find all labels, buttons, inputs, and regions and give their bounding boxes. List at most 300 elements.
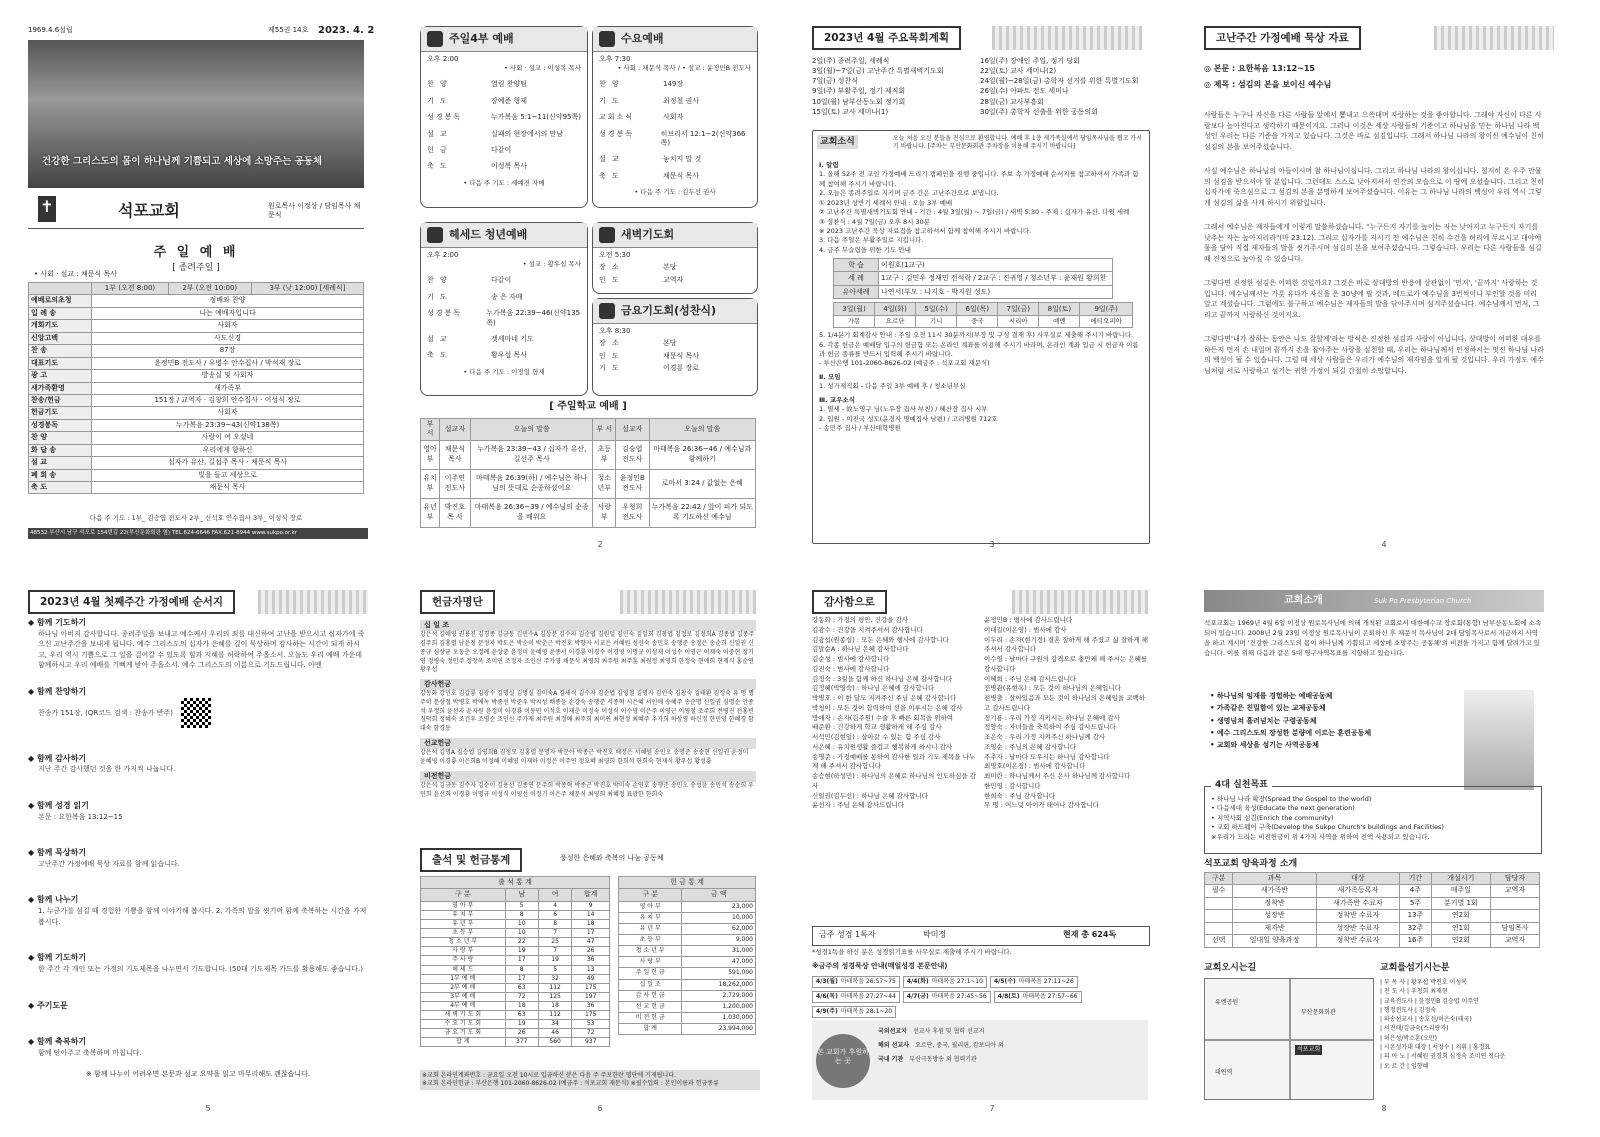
- worship-order-table: [28, 282, 364, 494]
- att-header: 합계: [572, 889, 610, 901]
- off-cell: 47,000: [682, 957, 756, 968]
- item-value: 누가복음 22:39~46(신약135쪽): [486, 309, 581, 327]
- practice-item: ※우리가 드리는 비전헌금이 위 4가지 사역을 위하여 전액 사용되고 있습니다.: [1211, 832, 1430, 841]
- course-cell: 새가족반: [1233, 885, 1316, 897]
- item-key: 기 도: [427, 96, 449, 105]
- map-label-station: 대연역: [1215, 1069, 1233, 1076]
- school-cell: 유치부: [421, 469, 440, 498]
- footer-address: 48532 부산시 남구 석포로 154번길 22(부산문화회관 옆) TEL.624-6646 FAX.621-8944 www.sukpo.or.kr: [28, 528, 368, 539]
- course-cell: 16주: [1400, 935, 1432, 947]
- service-item: [599, 172, 751, 181]
- service-box: [420, 222, 588, 396]
- att-cell: 주 사 랑: [421, 956, 506, 965]
- med-date: 4/5(수): [993, 978, 1016, 985]
- off-title: 헌 금 통 계: [619, 877, 756, 889]
- server-item: | 피 아 노 | 서혜원 권경희 심정숙 조미연 정다운: [1380, 1053, 1506, 1061]
- step-heading: ◆ 함께 감사하기: [28, 753, 87, 763]
- service-header: [421, 223, 587, 248]
- service-item: [427, 146, 581, 155]
- service-item: [427, 276, 581, 285]
- att-cell: 3부 예 배: [421, 992, 506, 1001]
- item-key: 장 소: [599, 263, 621, 272]
- meeting-item: 1. 성가제직회 - 다음 주일 3부 예배 후 / 청소년부실: [819, 382, 966, 391]
- step-body: 본문 : 요한복음 13:12~15: [38, 812, 123, 821]
- att-cell: 560: [538, 1038, 571, 1047]
- page-4: [1204, 26, 1564, 551]
- att-cell: 14: [572, 910, 610, 919]
- plan-item: 10일(월) 남부산동노회 정기회: [812, 97, 906, 106]
- member-news-item: 2. 입원 - 이진국 성도(윤정자 명예집사 남편) / 고려병원 712호: [819, 414, 998, 423]
- news-intro: 오늘 처음 오신 분들을 진심으로 환영합니다. 예배 후 1층 새가족실에서 담임목사님을 뵙고 가시기 바랍니다. [주차는 부산문화회관 주차장을 이용해 주시기 바랍니다]: [893, 135, 1142, 151]
- service-title: 주일4부 예배: [449, 32, 514, 45]
- course-cell: [1205, 910, 1233, 922]
- att-cell: 937: [572, 1038, 610, 1047]
- flower-decoration-icon: [258, 590, 368, 614]
- map-label-park: 유엔공원: [1215, 999, 1239, 1006]
- school-cell: 마태복음 26:36~39 / 예수님의 순종을 배워요: [470, 498, 593, 527]
- att-cell: 63: [505, 1011, 538, 1020]
- thanks-item: 김정숙 : 3월을 함께 하신 하나님 은혜 감사합니다: [812, 674, 953, 683]
- page-1: [28, 26, 388, 551]
- school-cell: 윤정민B 전도사: [616, 469, 650, 498]
- member-news-item: - 송민주 집사 / 부산대학병원: [819, 424, 901, 432]
- school-header: 부 서: [421, 419, 440, 441]
- off-cell: 31,000: [682, 946, 756, 957]
- att-cell: 26: [572, 947, 610, 956]
- att-cell: 197: [572, 992, 610, 1001]
- service-leader: • 사회 · 설교 : 이성복 목사: [504, 64, 581, 73]
- qr-code-icon: [181, 698, 211, 728]
- worship-step: [28, 754, 368, 775]
- course-cell: 선택: [1205, 935, 1233, 947]
- item-value: 히브리서 12:1~2(신약366쪽): [660, 129, 746, 147]
- att-cell: 6: [538, 910, 571, 919]
- meditation-day: [994, 991, 1082, 1003]
- meditation-day: [903, 991, 991, 1003]
- service-title: 수요예배: [621, 32, 664, 45]
- school-row: [421, 440, 756, 469]
- offering-names: 강은석 김애영 권용진 김경종 김금동 김민수A 김상분 김수자 김순엽 김원일 김인숙 김일희 김창엽 김정로 김정희A 김종엽 김종주 김주희 김홍렬 남윤정 문정자 박도은 박순이 박춘근 박진호 박향자 서교은 서혜원 성선숙 송민호 송행준 송정은 송순희 신일권 신종규 심상균 오동춘 오정례 윤상중 윤정미 윤혜영 윤종서 이경룡 이경수 이경영 이명규 이성재 이성수 이영근 이재숙 이중현 정기영 정병숙 정민주 정장옥 조미연 조정자 조인신 주가영 채문식 최영희 최주원 최주훈 최원정 최영희 한정숙 현애희 현재식 홍순연 황우섭: [420, 631, 755, 674]
- thanks-item: 서은혜 : 유치원생활 즐겁고 행복하게 하시니 감사: [812, 742, 953, 751]
- item-key: 찬 양: [427, 276, 449, 285]
- service-item: [427, 130, 581, 139]
- item-value: 이성복 목사: [491, 162, 528, 171]
- page-number: 6: [597, 1104, 603, 1114]
- med-text: 마태복음 27:57~66: [1022, 993, 1078, 1001]
- meditation-day: [812, 991, 900, 1003]
- step-heading: ◆ 함께 기도하기: [28, 618, 87, 627]
- order-row: [29, 357, 364, 369]
- att-cell: 9: [572, 901, 610, 910]
- service-body: [427, 55, 581, 188]
- intro-text: 석포교회는 1969년 4월 6일 이정상 원로목사님에 의해 개척된 교회로서 대한예수교 장로회(통합) 남부산동노회에 소속되어 있습니다. 2008년 2월 23일 이정상 원로목사님이 은퇴하신 후 채문식 목사님이 2대 담임목사로서 지금까지 사역을 하고 계시며 '건강한 그리스도의 몸이 하나님께 기쁨되고 세상에 소망주는 공동체'의 비전을 가지고 함께 달려가고 있습니다. 이를 위해 다음과 같은 5대 영구사역목표를 지향하고 있습니다.: [1204, 619, 1542, 658]
- service-time: 오전 5:30: [599, 251, 631, 259]
- med-text: 마태복음 26:57~75: [840, 978, 896, 985]
- offering-category: 십 일 조: [420, 620, 756, 631]
- next-prayer: • 다음 주 기도 : 이정일 형제: [463, 367, 545, 376]
- item-key: 기 도: [427, 292, 449, 301]
- school-row: [421, 469, 756, 498]
- off-row: [619, 901, 756, 912]
- mission-desc: 선교사 후원 및 협력 선교지: [912, 1028, 985, 1035]
- offering-note: ※교회 온라인헌금 : 부산은행 101-2060-8626-02 (예금주 : 석포교회 재문식) ※필수입력 : 본인이름과 헌금종류: [422, 1080, 719, 1088]
- bible-read-name: 박미정: [923, 930, 947, 939]
- att-cell: 사 랑 부: [421, 947, 506, 956]
- meditation-day: [812, 1006, 896, 1018]
- step-body: 함께 안아주고 축복하며 마칩니다.: [38, 1049, 142, 1058]
- att-cell: 72: [572, 1029, 610, 1038]
- item-key: 찬 양: [427, 80, 449, 89]
- school-cell: 마태복음 26:39(하) / 예수님은 하나님의 뜻대로 순종하셨어요: [470, 469, 593, 498]
- thanks-item: 정양숙 : 자녀들을 축복하여 주심 감사드립니다: [984, 723, 1116, 732]
- att-cell: 17: [505, 974, 538, 983]
- order-value: 사도신경: [92, 332, 364, 344]
- baptism-names: 1교구 : 김민우 정재민 전석락 / 2교구 : 진귀영 / 청소년부 : 윤재원 황희찬: [879, 272, 1113, 285]
- meditation-paragraph: 사실 예수님은 하나님의 아들이시며 참 하나님이십니다. 그리고 하나님 나라의 왕이십니다. 철저히 온 우주 만물의 섬김을 받으셔야 할 분입니다. 그런데도 스스로 낮아지셔서 인간의 모습으로 이 땅에 오셨습니다. 그리고 친히 십자가에 죽으심으로 그 섬김의 본을 분명하게 보여주셨습니다. 이유는 그 하나님 나라의 백성이 우리 역시 그렇게 섬김의 삶을 사게 하시기 위함입니다.: [1204, 167, 1544, 207]
- item-key: 인 도: [599, 351, 621, 360]
- thanks-item: 김순성 : 범사에 감사합니다: [812, 655, 890, 663]
- med-date: 4/6(목): [816, 993, 838, 1001]
- att-cell: 34: [538, 1020, 571, 1029]
- service-item: [599, 155, 751, 164]
- prayer-day: 5일(수): [916, 302, 957, 315]
- news-title: 교회소식: [817, 135, 858, 149]
- order-value: 87장: [92, 345, 364, 357]
- pastors: 원로목사 이정상 / 담임목사 채문식: [268, 202, 361, 220]
- order-label: 폐 회 송: [29, 469, 92, 481]
- practice-title: 4대 실천목표: [1211, 779, 1272, 791]
- mission-row: [878, 1042, 1142, 1050]
- thanks-item: 박청이 : 모든 것이 합력하여 선을 이루시는 은혜 감사: [812, 703, 963, 712]
- school-header: 설교자: [616, 419, 650, 441]
- att-cell: 수 요 기 도 회: [421, 1020, 506, 1029]
- att-row: [421, 965, 610, 974]
- item-key: 축 도: [427, 162, 449, 171]
- service-body: [599, 55, 751, 197]
- med-date: 4/8(토): [997, 993, 1020, 1001]
- cross-logo-icon: ✝: [38, 196, 56, 222]
- school-cell: 영아부: [421, 440, 440, 469]
- step-body: 지난 주간 감사했던 것을 한 가지씩 나눕니다.: [38, 765, 176, 774]
- att-cell: 유 치 부: [421, 910, 506, 919]
- notice-item: ① 2023년 상반기 세례식 안내 : 오늘 3부 예배: [819, 198, 953, 207]
- course-row: [1205, 885, 1540, 897]
- course-header: 담당자: [1490, 873, 1539, 885]
- church-name: 석포교회: [118, 201, 180, 220]
- item-key: 축 도: [427, 351, 449, 360]
- item-value: 채문식 목사: [663, 351, 700, 360]
- thanks-item: 이혜희 : 주님 은혜 감사드립니다: [984, 674, 1077, 683]
- att-cell: 새 벽 기 도 회: [421, 1011, 506, 1020]
- service-header: [421, 27, 587, 52]
- page-number: 7: [989, 1104, 995, 1114]
- order-value: 방송실 및 사회자: [92, 370, 364, 382]
- item-key: 성경봉독: [599, 129, 635, 138]
- off-cell: 유 치 부: [619, 912, 682, 923]
- map-church-label: 석포교회: [1295, 1045, 1322, 1055]
- service-leader: • 설교 : 황우섭 목사: [522, 260, 581, 269]
- prayer-country: 에티오피아: [1080, 315, 1133, 327]
- order-row: [29, 394, 364, 406]
- thanks-item: 한민영 : 감사합니다: [984, 781, 1041, 790]
- prayer-day: 4일(화): [875, 302, 916, 315]
- motto: 건강한 그리스도의 몸이 하나님께 기쁨되고 세상에 소망주는 공동체: [42, 156, 323, 167]
- off-cell: 9,000: [682, 935, 756, 946]
- att-cell: 377: [505, 1038, 538, 1047]
- order-value: 빛을 들고 세상으로: [92, 469, 364, 481]
- service-item: [427, 80, 581, 89]
- baptism-row: [834, 259, 1113, 272]
- off-row: [619, 912, 756, 923]
- att-cell: 175: [572, 1011, 610, 1020]
- order-row: [29, 419, 364, 431]
- server-item: | 행정전도사 | 김정숙: [1380, 1006, 1437, 1014]
- practice-item: • 교회 하드웨어 구축(Develop the Sukpo Church's buildings and Facilities): [1211, 823, 1444, 832]
- item-key: 찬 양: [599, 80, 621, 89]
- practice-item: • 다음세대 육성(Educate the next generation): [1211, 804, 1355, 813]
- thanks-item: 최미란 : 하나님께서 주신 은사 하나님께 감사합니다: [984, 772, 1131, 780]
- att-cell: 46: [538, 1029, 571, 1038]
- course-table: [1204, 872, 1540, 948]
- prayer-country: 시리아: [998, 315, 1039, 327]
- thanks-item: 김진숙 : 범사에 감사합니다: [812, 664, 890, 673]
- att-row: [421, 1020, 610, 1029]
- prayer-country-table: [833, 302, 1133, 329]
- notice-item: ※ 2023 고난주간 묵상 자료집을 참고하셔서 함께 참여해 주시기 바랍니다.: [819, 226, 1032, 235]
- service-title: 새벽기도회: [621, 228, 675, 241]
- off-cell: 사 랑 부: [619, 957, 682, 968]
- step-heading: ◆ 함께 축복하기: [28, 1037, 87, 1047]
- att-cell: 36: [572, 1001, 610, 1010]
- step-body: 찬송가 151장, (QR코드 검색 : 찬송가 반주): [28, 698, 368, 728]
- course-header: 과목: [1233, 873, 1316, 885]
- item-key: 교회소식: [599, 113, 635, 122]
- course-row: [1205, 922, 1540, 934]
- baptism-names: 이원호(1교구): [879, 259, 1113, 272]
- flower-decoration-icon: [620, 590, 756, 614]
- church-building-image: [1464, 690, 1534, 790]
- church-map: [1204, 978, 1374, 1100]
- att-cell: 26: [505, 1029, 538, 1038]
- intro-english: Suk Po Presbyterian Church: [1374, 597, 1472, 605]
- off-cell: 영 아 부: [619, 901, 682, 912]
- off-cell: 청 소 년 부: [619, 946, 682, 957]
- goal-item: • 가족같은 친밀함이 있는 교제공동체: [1210, 704, 1326, 713]
- order-value: 사회자: [92, 320, 364, 332]
- course-cell: 13주: [1400, 910, 1432, 922]
- med-text: 마태복음 27:45~56: [931, 993, 987, 1001]
- goal-item: • 교회와 세상을 섬기는 사역공동체: [1210, 741, 1319, 749]
- offering-list-title: 헌금자명단: [420, 590, 495, 614]
- order-label: 입 례 송: [29, 307, 92, 319]
- service-header: [593, 299, 757, 324]
- att-cell: 13: [572, 965, 610, 974]
- att-cell: 175: [572, 983, 610, 992]
- school-cell: 누가복음 23:39~43 / 십자가 유산, 길선주 목사: [470, 440, 593, 469]
- page-number: 3: [989, 540, 995, 550]
- order-label: 찬 송: [29, 345, 92, 357]
- service-leader: • 사회 : 채문식 목사 / • 설교 : 윤정민B 전도사: [617, 64, 751, 73]
- att-cell: 8: [505, 910, 538, 919]
- att-cell: 49: [572, 974, 610, 983]
- mission-row: [878, 1056, 1142, 1064]
- notice-item: 3. 다음 주일은 부활주일로 지킵니다.: [819, 236, 924, 245]
- service-item: [599, 263, 751, 272]
- course-row: [1205, 897, 1540, 909]
- order-row: [29, 332, 364, 344]
- item-key: 설 교: [427, 334, 449, 343]
- off-row: [619, 1023, 756, 1034]
- course-cell: [1205, 922, 1233, 934]
- order-label: 찬 양: [29, 432, 92, 444]
- offering-names: 강동화 강민호 김갑룡 김광수 김명실 김명실 김미숙A 김세식 김수자 김순엽 김영철 김명자 김인숙 김창숙 김태환 김정숙 유 명 명주히 문상철 박병호 박에녹 박종선 박준우 박지성 배종윤 손강숙 송행준 서종혁 시은혜 서인애 송혜주 송순명 신일권 심명순 안종석 우정희 윤선자 윤자원 윤정미 이경룡 이동민 이석호 이재춘 이정숙 이성식 이수영 이은주 이영근 이영철 조주희 전병진 전홍빈 정덕희 정혜숙 조건우 조영순 조인신 주가재 최주원 최정애 최주희 최미연 최현정 최혜주 추가희 하상영 하신정 한민영 한혜경 함대숙 함경동: [420, 690, 755, 733]
- page-2: [420, 26, 780, 551]
- item-value: 본당: [663, 263, 677, 272]
- item-key: 장 소: [599, 339, 621, 348]
- news-box: [812, 130, 1150, 544]
- att-cell: 32: [538, 974, 571, 983]
- worship-leader: • 사회 · 설교 : 채문식 목사: [34, 270, 117, 278]
- off-cell: 유 년 부: [619, 924, 682, 935]
- worship-step: [28, 1001, 368, 1012]
- off-row: [619, 979, 756, 990]
- item-key: 설 교: [599, 155, 621, 164]
- item-key: 축 도: [599, 171, 621, 180]
- prayer-day: 9일(주): [1080, 302, 1133, 315]
- att-cell: 10: [505, 929, 538, 938]
- thanks-item: 김말순A : 하나님 은혜 감사합니다: [812, 645, 909, 654]
- service-box: [592, 298, 758, 396]
- order-row: [29, 432, 364, 444]
- service-item: [599, 364, 751, 373]
- worship-step: [28, 618, 368, 671]
- service-box: [592, 222, 758, 294]
- page-7: [812, 590, 1172, 1115]
- family-worship-title: 2023년 4월 첫째주간 가정예배 순서지: [28, 590, 235, 614]
- thanks-item: 전병관(유현옥) : 모든 것이 하나님의 은혜입니다: [984, 684, 1121, 693]
- med-date: 4/7(금): [906, 993, 929, 1001]
- thanks-item: 김광섭(원종섭) : 모든 은혜와 행사에 감사합니다: [812, 635, 949, 644]
- school-cell: 이주연 전도사: [439, 469, 470, 498]
- meditation-day: [990, 976, 1078, 988]
- baptism-type: 학 습: [834, 259, 879, 272]
- att-row: [421, 929, 610, 938]
- worship-step: [28, 895, 368, 927]
- baptism-names: 나연서(부모 : 나지호 · 박지원 성도): [879, 285, 1113, 298]
- support-badge: 본 교회가 후원하는 곳: [816, 1034, 870, 1088]
- course-cell: 연1회: [1431, 922, 1490, 934]
- course-cell: 일대일 양육과정: [1233, 935, 1316, 947]
- order-value: 사회자: [92, 407, 364, 419]
- off-header: 구 분: [619, 889, 682, 901]
- offering-category: 감사헌금: [420, 679, 756, 690]
- off-cell: 비 전 헌 금: [619, 1012, 682, 1023]
- service-item: [427, 113, 581, 122]
- course-cell: 정착반: [1233, 897, 1316, 909]
- attendance-table: [420, 876, 610, 1047]
- course-cell: 정착반 수료자: [1316, 910, 1399, 922]
- plan-item: 3일(월)~7일(금) 고난주간 특별새벽기도회: [812, 67, 944, 76]
- prayer-country: 중국: [957, 315, 998, 327]
- thanks-item: 주추자 : 날마다 도우시는 하나님 감사합니다: [984, 752, 1110, 761]
- course-cell: 새가족등록자: [1316, 885, 1399, 897]
- att-row: [421, 1038, 610, 1047]
- prayer-day: 8일(토): [1039, 302, 1080, 315]
- notice-item: 6. 각종 헌금은 예배당 입구의 헌금함 또는 온라인 계좌를 이용해 주시기 바라며, 온라인 계좌 입금 시 헌금자 이름과 헌금 종류를 반드시 입력해 주시기 바랍니다.: [819, 340, 1139, 359]
- course-cell: 4주: [1400, 885, 1432, 897]
- att-cell: 17: [505, 956, 538, 965]
- offering-category: 선교헌금: [420, 738, 756, 749]
- flower-decoration-icon: [992, 26, 1142, 50]
- thanks-item: 윤정민B : 범사에 감사드립니다: [984, 616, 1073, 624]
- med-text: 마태복음 28:1~20: [840, 1008, 893, 1016]
- off-cell: 십 일 조: [619, 979, 682, 990]
- thanks-item: 정기룡 : 우리 가정 지키시는 하나님 은혜에 감사: [984, 713, 1120, 722]
- school-title: [ 주일학교 예배 ]: [549, 401, 627, 412]
- course-cell: 교역자: [1490, 935, 1539, 947]
- plan-item: 9일(주) 부활주일, 정기 제직회: [812, 87, 906, 96]
- att-title: 출 석 통 계: [421, 877, 610, 889]
- service-item: [599, 80, 751, 89]
- thanks-item: 서석민(김현일) : 살아갈 수 있는 힘 주심 감사: [812, 733, 941, 741]
- order-label: 헌금기도: [29, 407, 92, 419]
- off-cell: 감 사 헌 금: [619, 990, 682, 1001]
- order-value: 새가족부: [92, 382, 364, 394]
- order-row: [29, 407, 364, 419]
- server-item: | 부 목 사 | 황우섭 박진호 이성복: [1380, 979, 1467, 986]
- att-cell: 2부 예 배: [421, 983, 506, 992]
- thanks-item: 배준환 : 건강하게 학교 생활하게 해 주심 감사: [812, 723, 942, 732]
- worship-step: [28, 953, 368, 974]
- col-3: 3부 (낮 12:00) [세례식]: [251, 283, 363, 295]
- item-value: 다같이: [491, 276, 512, 285]
- step-heading: ◆ 함께 나누기: [28, 895, 79, 905]
- service-body: [599, 327, 751, 377]
- off-header: 금 액: [682, 889, 756, 901]
- flower-decoration-icon: [1434, 26, 1554, 50]
- item-value: 실패의 현장에서의 만남: [491, 129, 564, 138]
- meditation-day: [903, 976, 987, 988]
- att-cell: 17: [572, 929, 610, 938]
- att-cell: 112: [538, 1011, 571, 1020]
- service-item: [599, 352, 751, 361]
- goal-item: • 하나님의 임재를 경험하는 예배공동체: [1210, 692, 1333, 700]
- course-cell: 32주: [1400, 922, 1432, 934]
- service-time: 오후 7:30: [599, 55, 631, 63]
- att-cell: 4: [538, 901, 571, 910]
- mission-type: 국외선교지: [878, 1028, 907, 1035]
- school-cell: 로마서 3:24 / 값없는 은혜: [649, 469, 755, 498]
- course-cell: 5주: [1400, 897, 1432, 909]
- item-value: 다같이: [491, 145, 512, 154]
- service-item: [427, 309, 581, 328]
- course-row: [1205, 910, 1540, 922]
- thanks-item: 최명호(이은정) : 범사에 감사합니다: [984, 762, 1086, 771]
- order-value: 정배와 찬양: [92, 295, 364, 307]
- plan-item: 7일(금) 성찬식: [812, 77, 858, 86]
- course-cell: 제자반: [1233, 922, 1316, 934]
- member-news-item: 1. 별세 - 故노영구 님(노우장 집사 부친) / 혜산장 집사 시부: [819, 405, 988, 414]
- notice-item: - 부산은행 101-2060-8626-02 (예금주 : 석포교회 재문식): [819, 359, 990, 368]
- practice-item: • 하나님 나라 확장(Spread the Gospel to the world): [1211, 795, 1372, 803]
- section-members: Ⅲ. 교우소식: [819, 395, 855, 404]
- stats-slogan: 풍성한 은혜와 축복의 나눔 공동체: [560, 854, 664, 862]
- att-cell: 청 소 년 부: [421, 938, 506, 947]
- att-cell: 합 계: [421, 1038, 506, 1047]
- att-cell: 영 아 부: [421, 901, 506, 910]
- bible-total: 현재 총 624독: [1063, 930, 1117, 939]
- order-label: 화 답 송: [29, 444, 92, 456]
